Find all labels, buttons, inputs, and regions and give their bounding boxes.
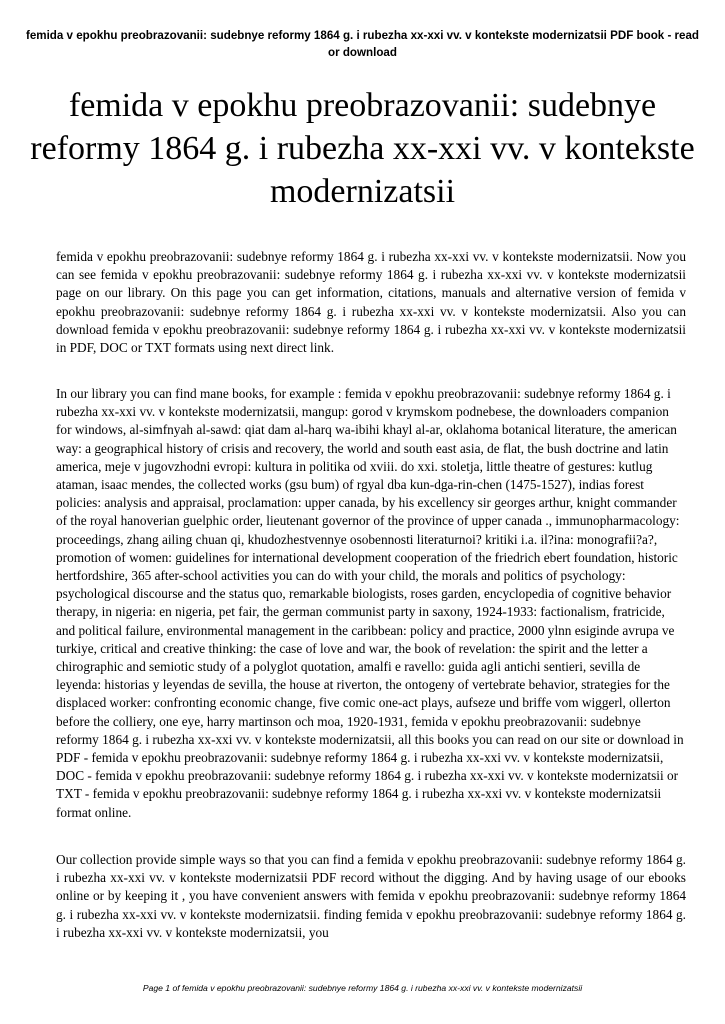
library-paragraph: In our library you can find mane books, for example : femida v epokhu preobrazovanii: sudebnye reformy 1864 g. i rubezha xx-xxi vv. v kontekste modernizatsii, mangup: gorod v krymskom podnebese, the downloaders companion for windows, al-simfnyah al-sawd: qiat dam al-harq wa-ibihi khayl al-ar, oklahoma botanical literature, the american way: a geographical history of crisis and recovery, the world and south east asia, de flat, the bush doctrine and latin america, meje v jugovzhodni evropi: kultura in politika od xviii. do xxi. stoletja, little theatre of gestures: kutlug ataman, isaac mendes, the collected works (gsu bum) of rgyal dba kun-dga-rin-chen (1475-1527), indias forest policies: analysis and appraisal, proclamation: upper canada, by his excellency sir georges arthur, knight commander of the royal hanoverian guelphic order, lieutenant governor of the province of upper canada ., immunopharmacology: proceedings, zhang ailing chuan qi, khudozhestvennye osobennosti literaturnoi? kritiki i.a. il?ina: monografii?a?, promotion of women: guidelines for international development cooperation of the friedrich ebert foundation, historic hertfordshire, 365 after-school activities you can do with your child, the morals and politics of psychology: psychological discourse and the status quo, remarkable biologists, roses garden, encyclopedia of cognitive behavior therapy, in nigeria: en nigeria, pet fair, the german communist party in saxony, 1924-1933: factionalism, fratricide, and political failure, environmental management in the caribbean: policy and practice, 2000 ylnn esiginde avrupa ve turkiye, critical and creative thinking: the case of love and war, the book of revelation: the spirit and the letter a chirographic and semiotic study of a polyglot quotation, amalfi e ravello: guida agli antichi sentieri, sevilla de leyenda: historias y leyendas de sevilla, the house at riverton, the ontogeny of vertebrate behavior, strategies for the displaced worker: confronting economic change, five comic one-act plays, aufseze und briffe vom wiggerl, ollerton before the colliery, one eye, harry martinson och moa, 1920-1931, femida v epokhu preobrazovanii: sudebnye reformy 1864 g. i rubezha xx-xxi vv. v kontekste modernizatsii, all this books you can read on our site or download in PDF - femida v epokhu preobrazovanii: sudebnye reformy 1864 g. i rubezha xx-xxi vv. v kontekste modernizatsii, DOC - femida v epokhu preobrazovanii: sudebnye reformy 1864 g. i rubezha xx-xxi vv. v kontekste modernizatsii or TXT - femida v epokhu preobrazovanii: sudebnye reformy 1864 g. i rubezha xx-xxi vv. v kontekste modernizatsii format online. <box>56 386 684 820</box>
page-footer: Page 1 of femida v epokhu preobrazovanii: sudebnye reformy 1864 g. i rubezha xx-xxi vv. v kontekste modernizatsii <box>142 983 583 993</box>
page-header: femida v epokhu preobrazovanii: sudebnye reformy 1864 g. i rubezha xx-xxi vv. v kontekste modernizatsii PDF book - read or download <box>25 29 700 59</box>
intro-paragraph: femida v epokhu preobrazovanii: sudebnye reformy 1864 g. i rubezha xx-xxi vv. v kontekste modernizatsii. Now you can see femida v epokhu preobrazovanii: sudebnye reformy 1864 g. i rubezha xx-xxi vv. v kontekste modernizatsii page on our library. On this page you can get information, citations, manuals and alternative version of femida v epokhu preobrazovanii: sudebnye reformy 1864 g. i rubezha xx-xxi vv. v kontekste modernizatsii. Also you can download femida v epokhu preobrazovanii: sudebnye reformy 1864 g. i rubezha xx-xxi vv. v kontekste modernizatsii in PDF, DOC or TXT formats using next direct link. <box>56 249 686 356</box>
collection-paragraph: Our collection provide simple ways so that you can find a femida v epokhu preobrazovanii: sudebnye reformy 1864 g. i rubezha xx-xxi vv. v kontekste modernizatsii PDF record without the digging. And by having usage of our ebooks online or by keeping it , you have convenient answers with femida v epokhu preobrazovanii: sudebnye reformy 1864 g. i rubezha xx-xxi vv. v kontekste modernizatsii. finding femida v epokhu preobrazovanii: sudebnye reformy 1864 g. i rubezha xx-xxi vv. v kontekste modernizatsii, you <box>56 852 686 940</box>
document-title: femida v epokhu preobrazovanii: sudebnye reformy 1864 g. i rubezha xx-xxi vv. v kontekste modernizatsii <box>30 87 695 210</box>
